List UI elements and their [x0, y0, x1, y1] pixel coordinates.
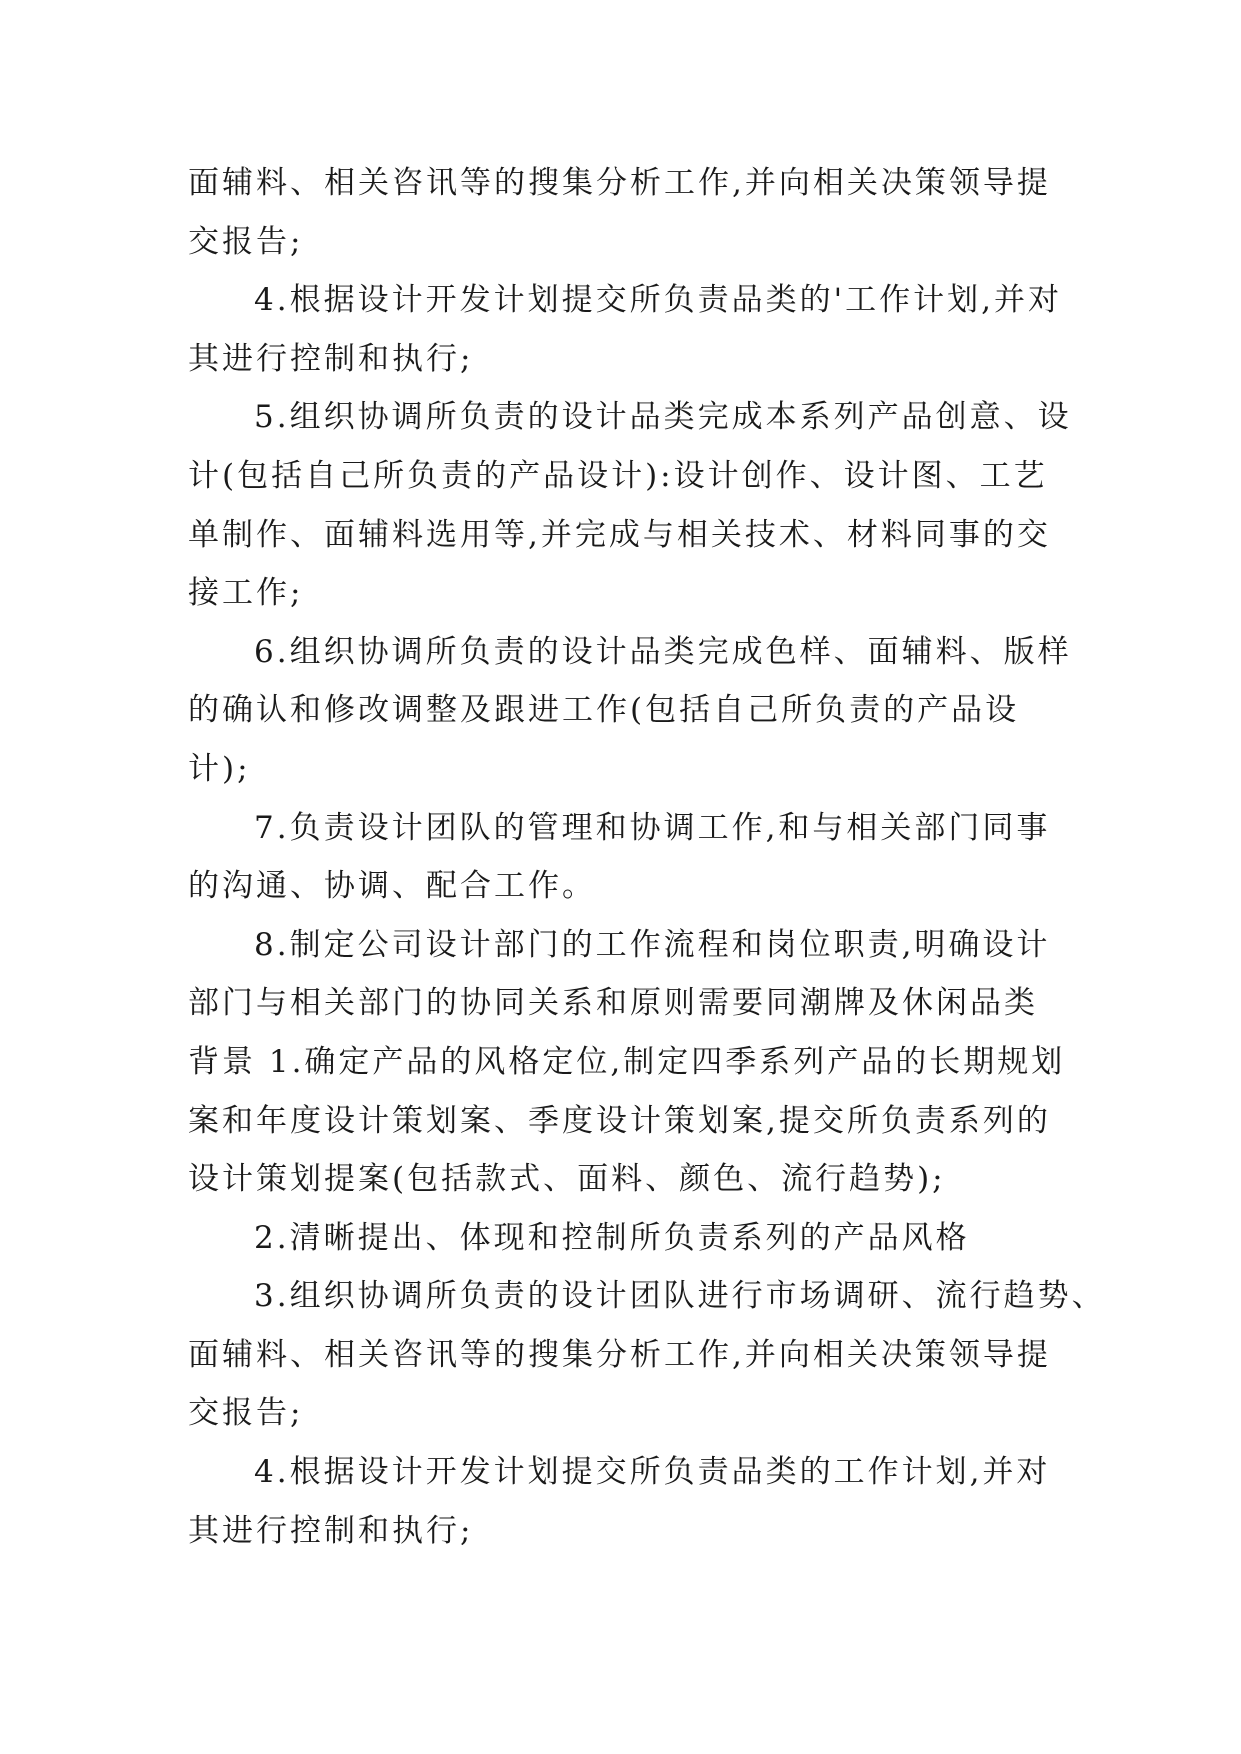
text-line: 的沟通、协调、配合工作。 — [188, 868, 596, 905]
text-line: 交报告; — [188, 1395, 304, 1432]
text-line: 面辅料、相关咨讯等的搜集分析工作,并向相关决策领导提 — [188, 1336, 1051, 1373]
text-line: 计); — [188, 750, 251, 787]
text-line: 部门与相关部门的协同关系和原则需要同潮牌及休闲品类 — [188, 985, 1038, 1022]
text-line: 案和年度设计策划案、季度设计策划案,提交所负责系列的 — [188, 1102, 1051, 1139]
text-line: 交报告; — [188, 223, 304, 260]
text-line: 的确认和修改调整及跟进工作(包括自己所负责的产品设 — [188, 692, 1020, 729]
document-body — [188, 154, 1106, 1560]
text-line: 单制作、面辅料选用等,并完成与相关技术、材料同事的交 — [188, 516, 1051, 553]
text-line: 其进行控制和执行; — [188, 340, 474, 377]
text-line: 7.负责设计团队的管理和协调工作,和与相关部门同事 — [254, 809, 1051, 846]
text-line: 4.根据设计开发计划提交所负责品类的'工作计划,并对 — [254, 282, 1062, 319]
text-line: 3.组织协调所负责的设计团队进行市场调研、流行趋势、 — [254, 1278, 1106, 1315]
text-line: 面辅料、相关咨讯等的搜集分析工作,并向相关决策领导提 — [188, 165, 1051, 201]
text-line: 其进行控制和执行; — [188, 1512, 474, 1549]
text-line: 背景 1.确定产品的风格定位,制定四季系列产品的长期规划 — [188, 1043, 1066, 1080]
text-line: 6.组织协调所负责的设计品类完成色样、面辅料、版样 — [254, 633, 1072, 670]
text-line: 5.组织协调所负责的设计品类完成本系列产品创意、设 — [254, 399, 1072, 436]
text-line: 计(包括自己所负责的产品设计):设计创作、设计图、工艺 — [188, 457, 1048, 494]
text-line: 4.根据设计开发计划提交所负责品类的工作计划,并对 — [254, 1454, 1051, 1491]
text-line: 设计策划提案(包括款式、面料、颜色、流行趋势); — [188, 1161, 946, 1198]
text-line: 2.清晰提出、体现和控制所负责系列的产品风格 — [254, 1219, 970, 1256]
text-line: 接工作; — [188, 575, 304, 612]
text-line: 8.制定公司设计部门的工作流程和岗位职责,明确设计 — [254, 926, 1051, 963]
